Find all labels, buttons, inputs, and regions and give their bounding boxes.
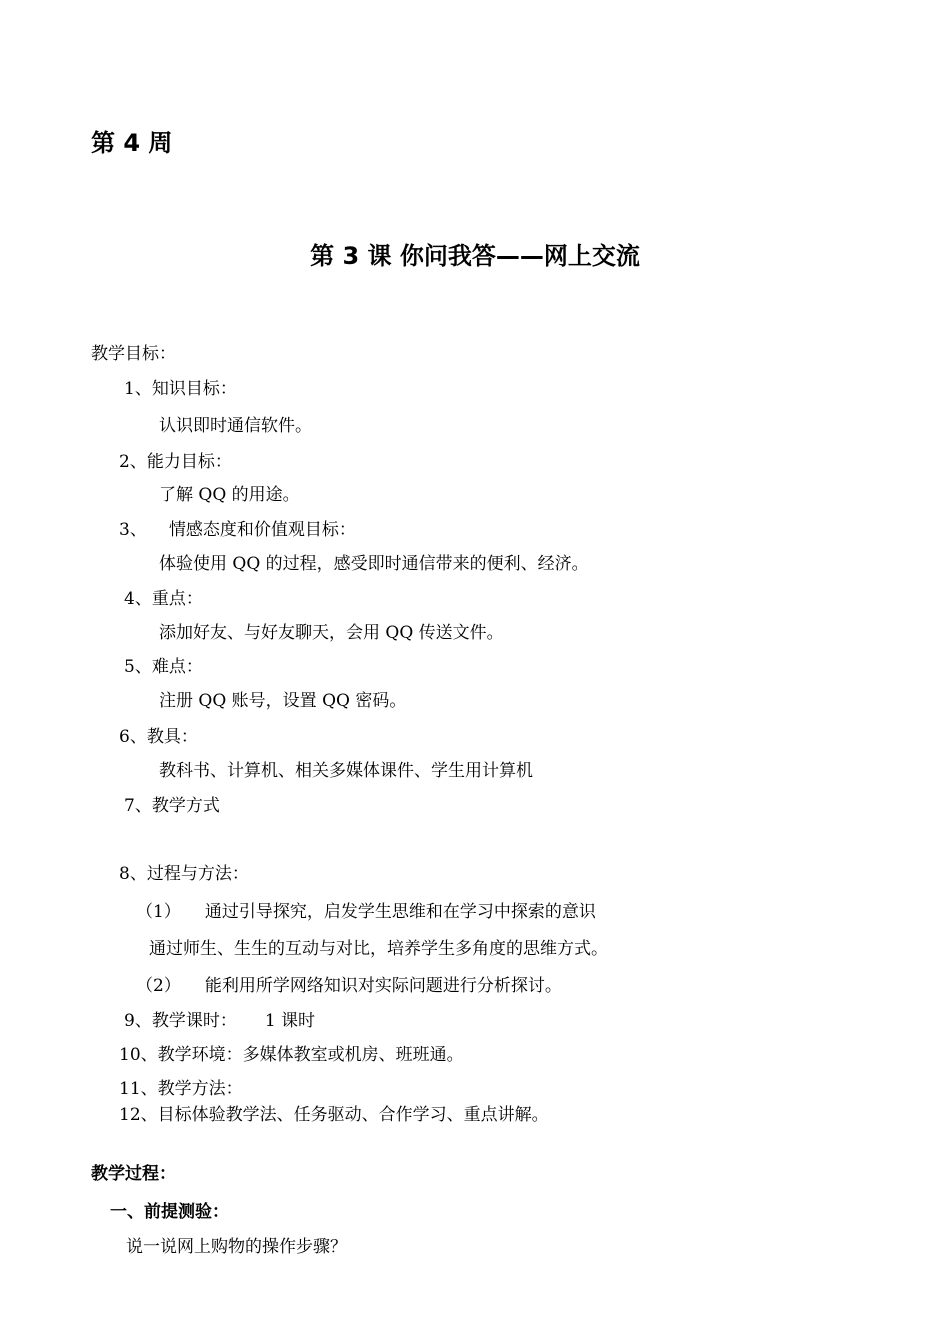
item-11: 11、教学方法： [119, 1079, 243, 1099]
item-9-value: 1 课时 [264, 1011, 316, 1031]
week-heading: 第 4 周 [91, 129, 173, 157]
item-5-text: 注册 QQ 账号，设置 QQ 密码。 [159, 691, 407, 711]
item-7-label: 7、教学方式 [124, 796, 220, 816]
item-5-label: 5、难点： [124, 657, 203, 677]
item-10: 10、教学环境：多媒体教室或机房、班班通。 [119, 1045, 464, 1065]
item-2-text: 了解 QQ 的用途。 [159, 485, 300, 505]
item-8-sub-2-number: （2） [136, 976, 181, 996]
item-3-text: 体验使用 QQ 的过程，感受即时通信带来的便利、经济。 [159, 554, 589, 574]
item-3-number: 3、 [119, 520, 147, 540]
process-label: 教学过程： [91, 1164, 176, 1184]
item-8-sub-1-number: （1） [136, 902, 181, 922]
lesson-title: 第 3 课 你问我答——网上交流 [310, 242, 640, 270]
item-9-label: 9、教学课时： [124, 1011, 237, 1031]
item-8-sub-1 [136, 904, 596, 921]
item-12: 12、目标体验教学法、任务驱动、合作学习、重点讲解。 [119, 1105, 549, 1125]
item-8-sub-2 [136, 978, 562, 995]
item-4-text: 添加好友、与好友聊天，会用 QQ 传送文件。 [159, 623, 504, 643]
item-8-sub-1-text: 通过引导探究，启发学生思维和在学习中探索的意识 [204, 902, 596, 922]
item-8-sub-1-continuation: 通过师生、生生的互动与对比，培养学生多角度的思维方式。 [149, 939, 608, 959]
item-3-label [119, 522, 356, 539]
item-1-label: 1、知识目标： [124, 379, 237, 399]
item-8-label: 8、过程与方法： [119, 864, 249, 884]
item-4-label: 4、重点： [124, 589, 203, 609]
item-1-text: 认识即时通信软件。 [159, 416, 312, 436]
item-9 [124, 1013, 315, 1030]
item-8-sub-2-text: 能利用所学网络知识对实际问题进行分析探讨。 [204, 976, 562, 996]
item-6-label: 6、教具： [119, 727, 198, 747]
objectives-label: 教学目标： [91, 344, 176, 364]
item-3-title: 情感态度和价值观目标： [168, 520, 356, 540]
item-2-label: 2、能力目标： [119, 452, 232, 472]
section-1-text: 说一说网上购物的操作步骤？ [126, 1237, 347, 1257]
item-6-text: 教科书、计算机、相关多媒体课件、学生用计算机 [159, 761, 533, 781]
section-1-heading: 一、前提测验： [110, 1202, 229, 1222]
